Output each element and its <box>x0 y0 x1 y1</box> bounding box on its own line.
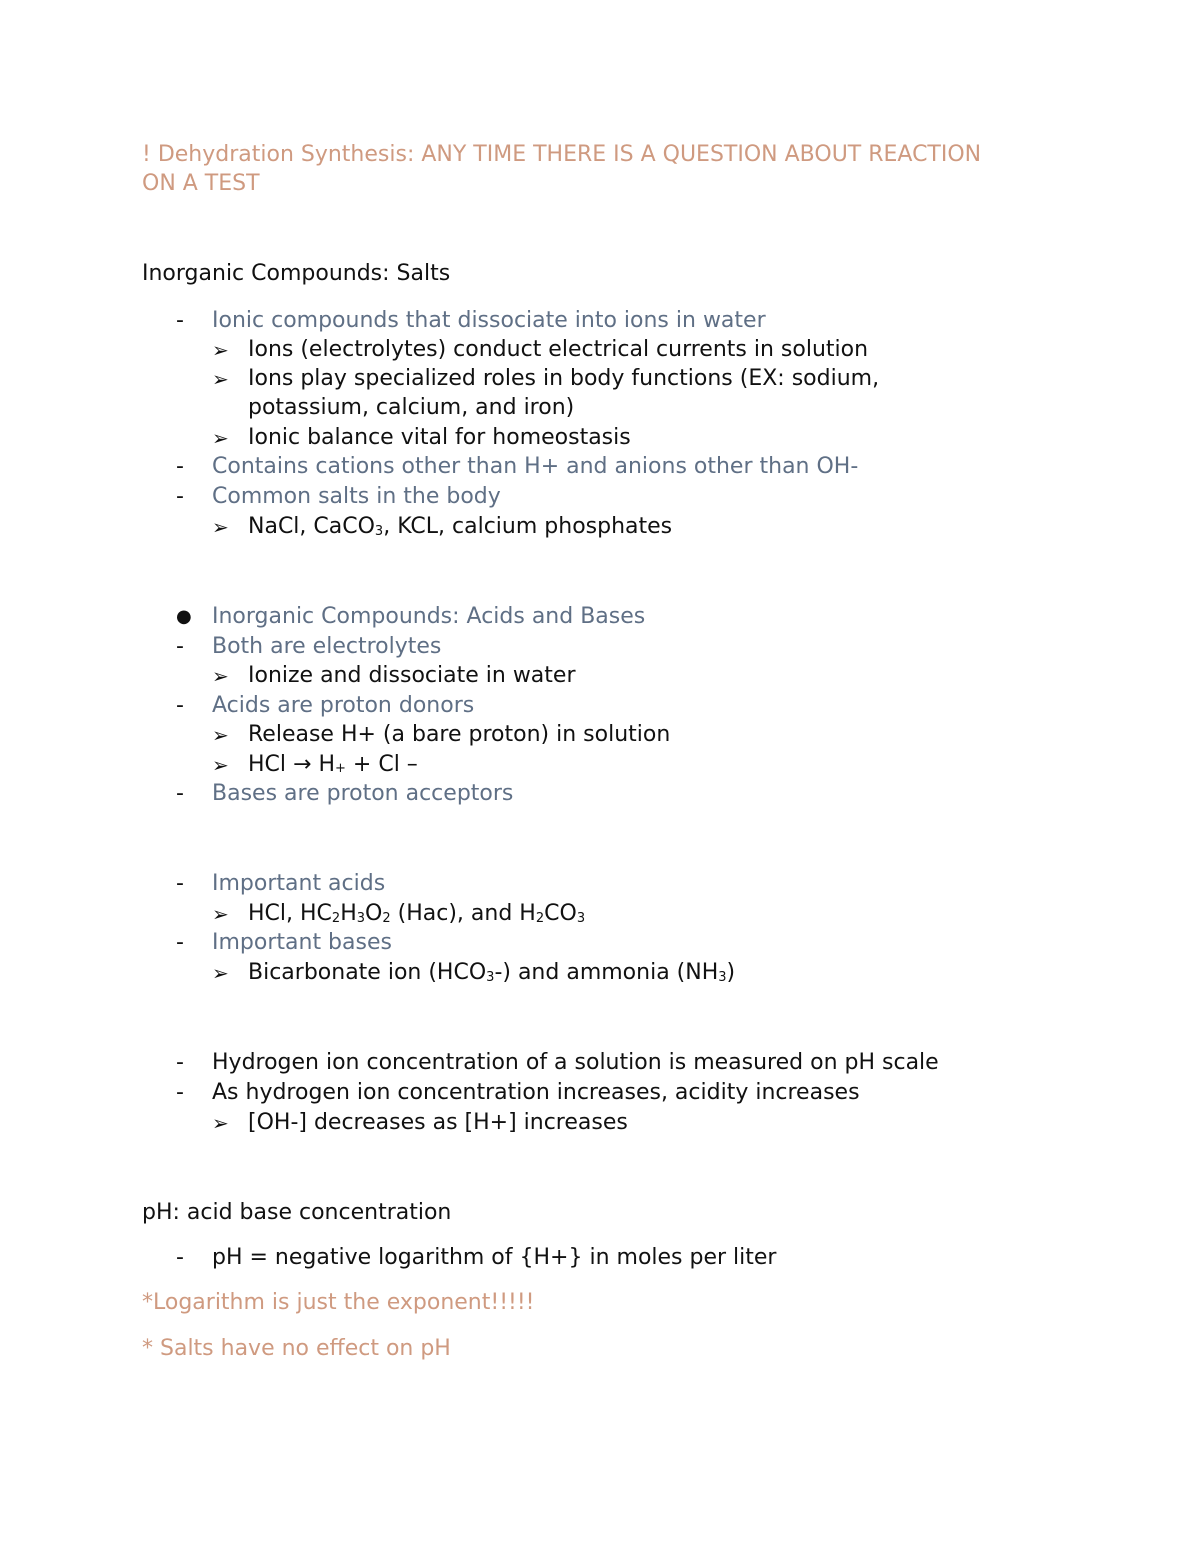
dash-icon: - <box>176 781 184 806</box>
acids-point-2a: Release H+ (a bare proton) in solution <box>248 722 671 747</box>
ph-note-2: * Salts have no effect on pH <box>142 1336 451 1361</box>
important-bases: Important bases <box>212 930 392 955</box>
intro-line-1: ! Dehydration Synthesis: ANY TIME THERE IS A QUESTION ABOUT REACTION <box>142 142 982 167</box>
important-bases-list: Bicarbonate ion (HCO3-) and ammonia (NH3) <box>248 960 736 985</box>
salts-point-1a: Ions (electrolytes) conduct electrical currents in solution <box>248 337 869 362</box>
salts-point-1c: Ionic balance vital for homeostasis <box>248 425 631 450</box>
arrow-icon: ➢ <box>212 664 229 688</box>
acids-point-2: Acids are proton donors <box>212 693 475 718</box>
dash-icon: - <box>176 693 184 718</box>
ph-point-1: pH = negative logarithm of {H+} in moles per liter <box>212 1245 777 1270</box>
arrow-icon: ➢ <box>212 902 229 926</box>
dash-icon: - <box>176 308 184 333</box>
hydrogen-point-2: As hydrogen ion concentration increases, acidity increases <box>212 1080 860 1105</box>
acids-point-1a: Ionize and dissociate in water <box>248 663 576 688</box>
dash-icon: - <box>176 1080 184 1105</box>
arrow-icon: ➢ <box>212 753 229 777</box>
acids-point-2b: HCl → H+ + Cl – <box>248 752 418 777</box>
important-acids: Important acids <box>212 871 386 896</box>
salts-point-1: Ionic compounds that dissociate into ions in water <box>212 308 766 333</box>
important-acids-list: HCl, HC2H3O2 (Hac), and H2CO3 <box>248 901 586 926</box>
dash-icon: - <box>176 1245 184 1270</box>
dash-icon: - <box>176 634 184 659</box>
acids-point-3: Bases are proton acceptors <box>212 781 514 806</box>
hydrogen-point-1: Hydrogen ion concentration of a solution is measured on pH scale <box>212 1050 939 1075</box>
arrow-icon: ➢ <box>212 961 229 985</box>
ph-note-1: *Logarithm is just the exponent!!!!! <box>142 1290 535 1315</box>
dash-icon: - <box>176 454 184 479</box>
arrow-icon: ➢ <box>212 338 229 362</box>
arrow-icon: ➢ <box>212 1111 229 1135</box>
ph-heading: pH: acid base concentration <box>142 1200 452 1225</box>
dash-icon: - <box>176 871 184 896</box>
dash-icon: - <box>176 484 184 509</box>
salts-point-1b-line-2: potassium, calcium, and iron) <box>248 395 575 420</box>
salts-point-3: Common salts in the body <box>212 484 501 509</box>
dash-icon: - <box>176 930 184 955</box>
acids-point-1: Both are electrolytes <box>212 634 442 659</box>
arrow-icon: ➢ <box>212 723 229 747</box>
salts-heading: Inorganic Compounds: Salts <box>142 261 451 286</box>
hydrogen-point-2a: [OH-] decreases as [H+] increases <box>248 1110 628 1135</box>
intro-line-2: ON A TEST <box>142 171 260 196</box>
arrow-icon: ➢ <box>212 515 229 539</box>
arrow-icon: ➢ <box>212 367 229 391</box>
dash-icon: - <box>176 1050 184 1075</box>
salts-point-1b-line-1: Ions play specialized roles in body functions (EX: sodium, <box>248 366 880 391</box>
salts-point-3a: NaCl, CaCO3, KCL, calcium phosphates <box>248 514 673 539</box>
acids-heading: Inorganic Compounds: Acids and Bases <box>212 604 646 629</box>
salts-point-2: Contains cations other than H+ and anions other than OH- <box>212 454 859 479</box>
bullet-icon: ● <box>176 606 192 627</box>
reaction-arrow-icon: → <box>293 752 312 777</box>
arrow-icon: ➢ <box>212 426 229 450</box>
